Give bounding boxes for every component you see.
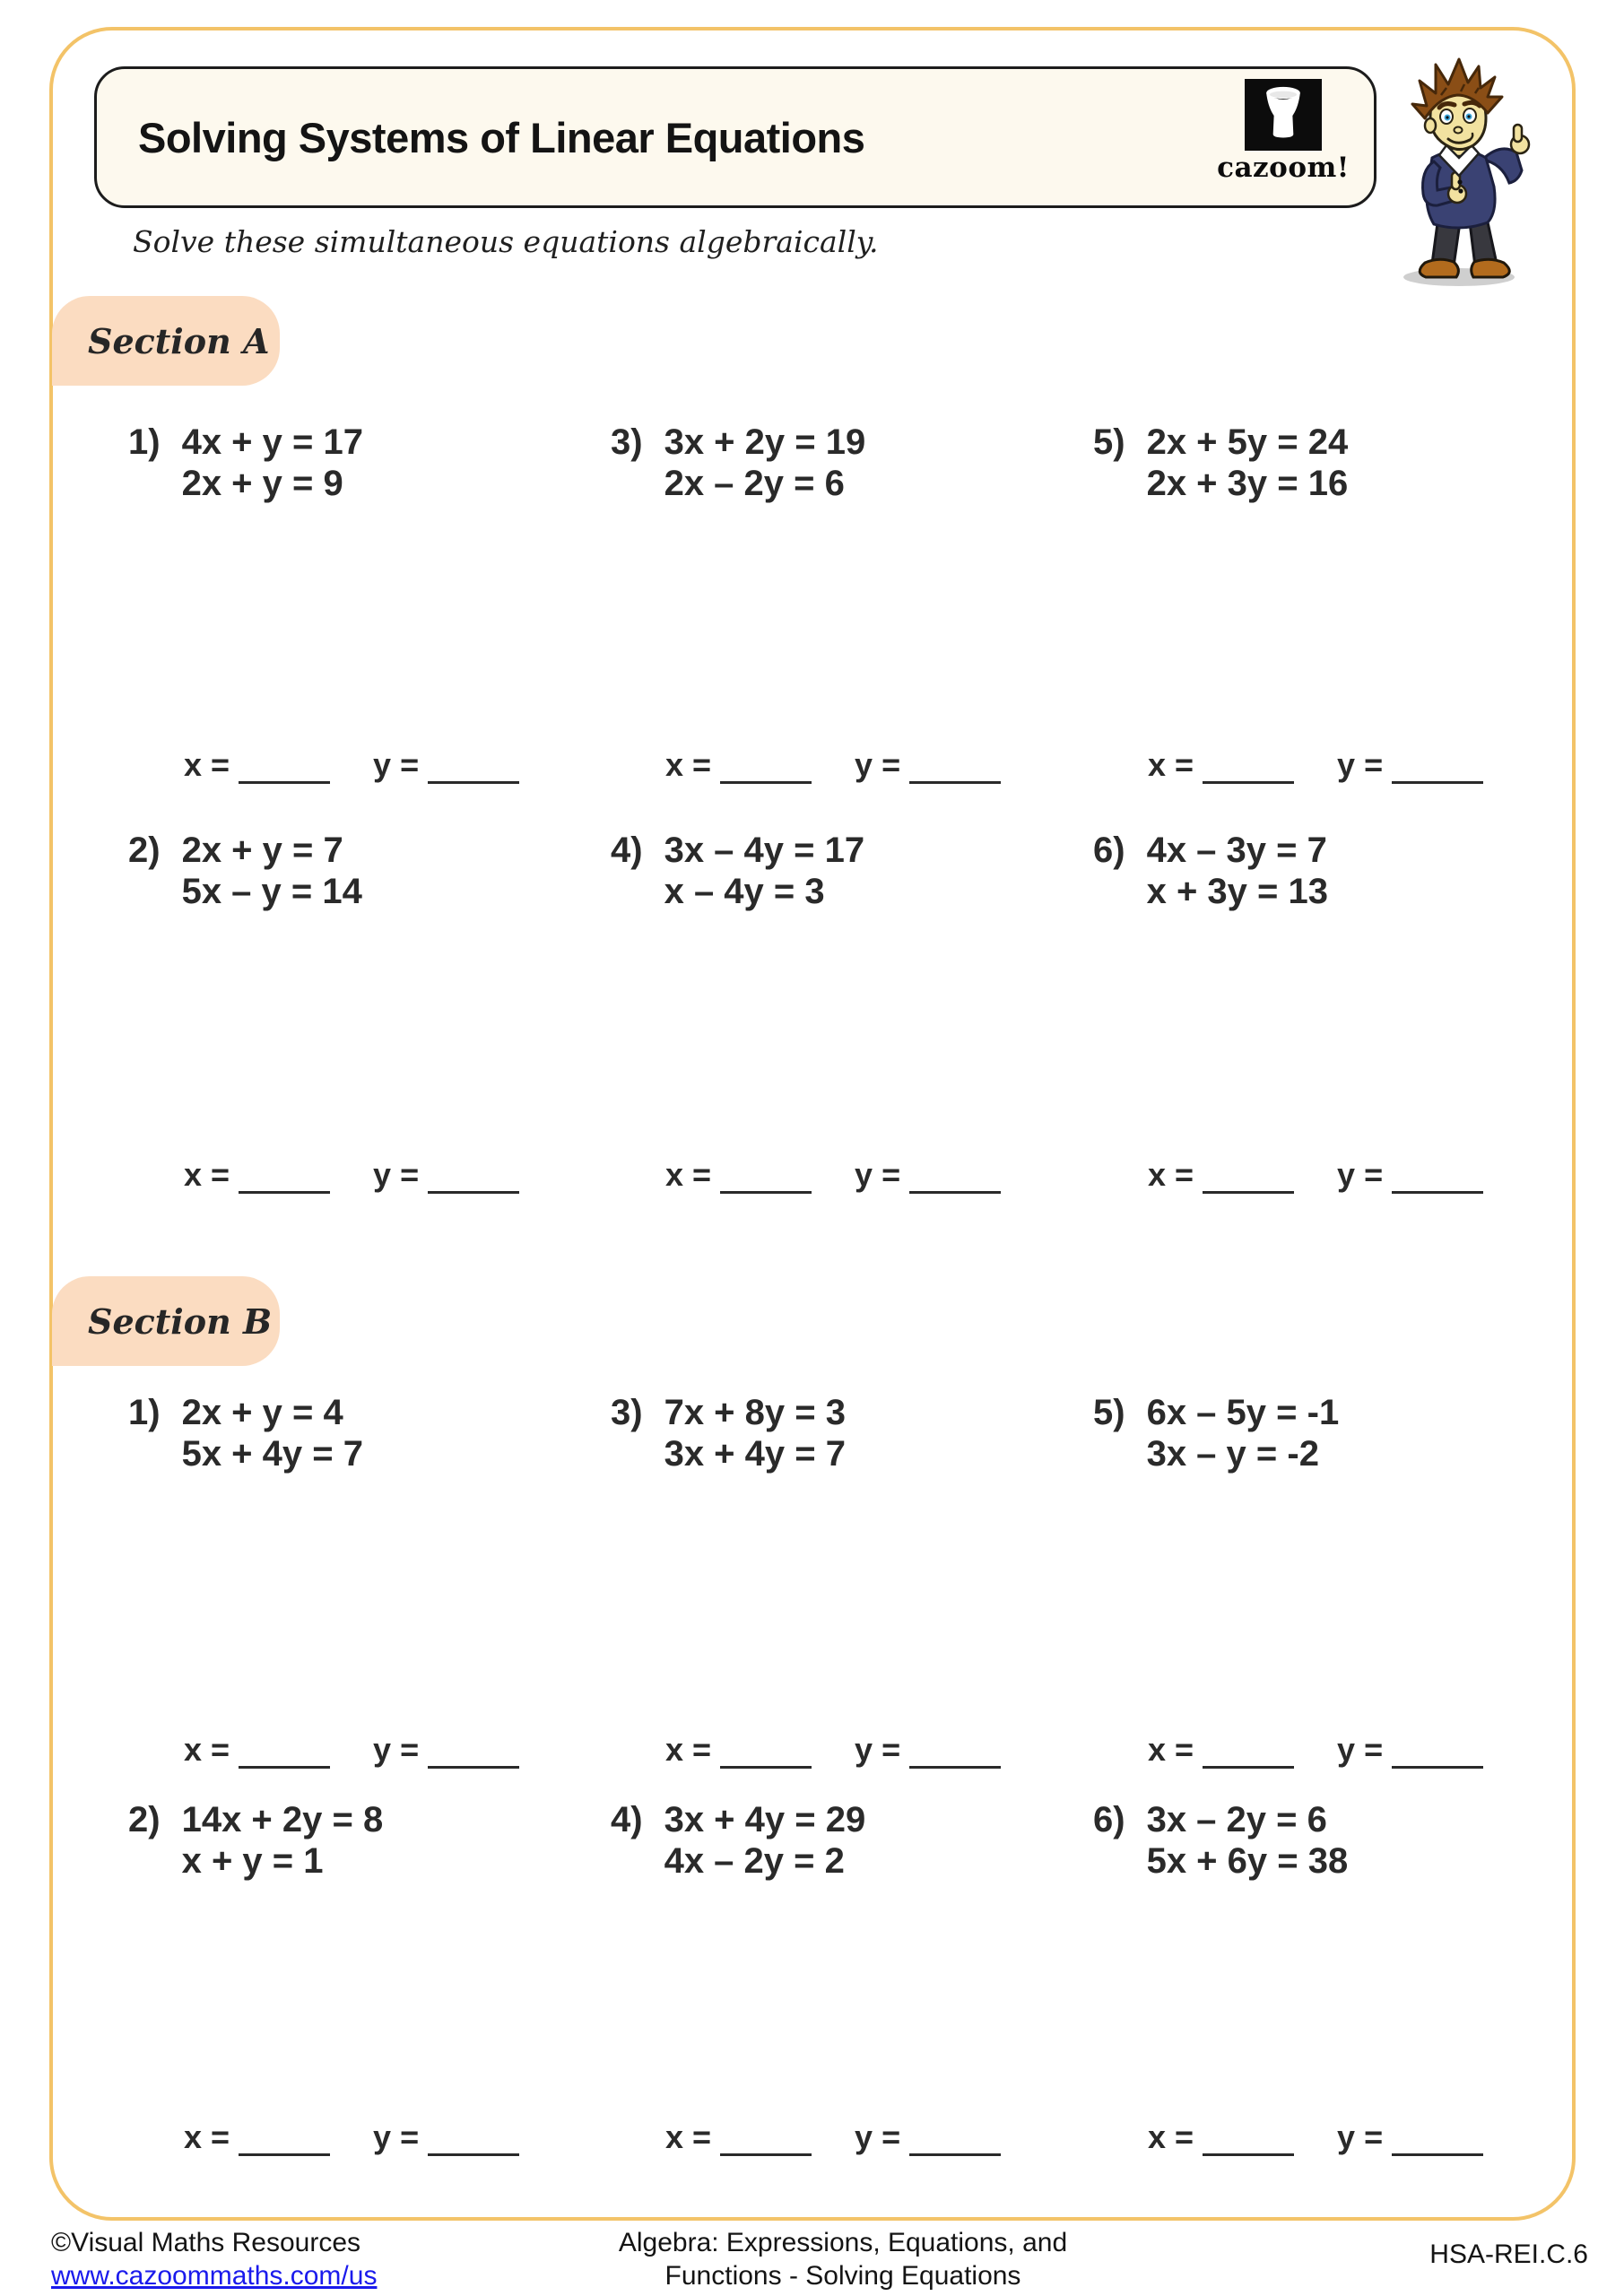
equations: 3x + 2y = 19 2x – 2y = 6: [664, 422, 866, 503]
category-line-2: Functions - Solving Equations: [664, 2261, 1021, 2291]
equations: 4x + y = 17 2x + y = 9: [181, 422, 363, 503]
problem-b3: [611, 1392, 846, 1474]
cazoom-logo-text: cazoom!: [1217, 152, 1350, 184]
footer-left: [51, 2226, 377, 2292]
x-equals-label: x =: [184, 2118, 230, 2155]
answer-blank-y: [428, 1165, 519, 1194]
answer-blank-y: [909, 1165, 1001, 1194]
answer-row: [665, 1731, 1001, 1769]
answer-row: [665, 746, 1001, 784]
x-equals-label: x =: [184, 1731, 230, 1768]
answer-blank-x: [239, 1165, 330, 1194]
problem-a4: [611, 830, 864, 912]
y-equals-label: y =: [855, 1156, 901, 1193]
problem-b1: [128, 1392, 363, 1474]
y-equals-label: y =: [855, 1731, 901, 1768]
x-equals-label: x =: [1148, 746, 1194, 783]
answer-blank-x: [239, 1740, 330, 1769]
y-equals-label: y =: [1337, 746, 1384, 783]
answer-blank-x: [1203, 1165, 1294, 1194]
problem-number: 1): [128, 1393, 161, 1432]
instruction-text: Solve these simultaneous equations algebraically.: [133, 224, 879, 259]
footer-category: [484, 2226, 1202, 2292]
problem-number: 4): [611, 831, 643, 870]
y-equals-label: y =: [373, 746, 420, 783]
equations: 7x + 8y = 3 3x + 4y = 7: [664, 1393, 846, 1474]
x-equals-label: x =: [665, 1731, 712, 1768]
problem-b6: [1093, 1799, 1348, 1882]
answer-row: [1148, 1156, 1483, 1194]
equations: 3x – 4y = 17 x – 4y = 3: [664, 831, 865, 911]
answer-row: [1148, 746, 1483, 784]
y-equals-label: y =: [1337, 1156, 1384, 1193]
problem-number: 3): [611, 422, 643, 462]
problem-number: 5): [1093, 1393, 1125, 1432]
problem-number: 6): [1093, 1800, 1125, 1839]
problem-b4: [611, 1799, 865, 1882]
x-equals-label: x =: [1148, 1156, 1194, 1193]
answer-blank-y: [428, 1740, 519, 1769]
problem-number: 6): [1093, 831, 1125, 870]
answer-blank-y: [1392, 755, 1483, 784]
answer-blank-x: [720, 1165, 812, 1194]
x-equals-label: x =: [184, 1156, 230, 1193]
mascot-boy-illustration: [1385, 50, 1542, 291]
y-equals-label: y =: [373, 2118, 420, 2155]
answer-blank-y: [1392, 1165, 1483, 1194]
answer-blank-x: [1203, 2127, 1294, 2156]
equations: 14x + 2y = 8 x + y = 1: [181, 1800, 384, 1881]
equations: 3x – 2y = 6 5x + 6y = 38: [1146, 1800, 1349, 1881]
y-equals-label: y =: [373, 1731, 420, 1768]
answer-row: [665, 1156, 1001, 1194]
problem-number: 1): [128, 422, 161, 462]
answer-blank-x: [239, 2127, 330, 2156]
answer-blank-y: [909, 1740, 1001, 1769]
x-equals-label: x =: [665, 1156, 712, 1193]
problem-a2: [128, 830, 362, 912]
answer-blank-x: [720, 755, 812, 784]
drum-icon: [1245, 79, 1322, 151]
answer-row: [184, 1731, 519, 1769]
problem-b5: [1093, 1392, 1339, 1474]
problem-a5: [1093, 422, 1348, 504]
equations: 4x – 3y = 7 x + 3y = 13: [1146, 831, 1328, 911]
website-link[interactable]: www.cazoommaths.com/us: [51, 2261, 378, 2291]
section-b-label: Section B: [52, 1276, 280, 1366]
problem-number: 5): [1093, 422, 1125, 462]
y-equals-label: y =: [855, 2118, 901, 2155]
problem-number: 4): [611, 1800, 643, 1839]
equations: 2x + y = 7 5x – y = 14: [181, 831, 362, 911]
problem-number: 3): [611, 1393, 643, 1432]
problem-b2: [128, 1799, 383, 1882]
answer-blank-x: [720, 2127, 812, 2156]
copyright-text: ©Visual Maths Resources: [51, 2228, 361, 2257]
equations: 2x + y = 4 5x + 4y = 7: [181, 1393, 363, 1474]
problem-number: 2): [128, 831, 161, 870]
x-equals-label: x =: [665, 746, 712, 783]
answer-row: [184, 2118, 519, 2156]
section-a-label: Section A: [52, 296, 280, 386]
problem-a1: [128, 422, 363, 504]
answer-row: [665, 2118, 1001, 2156]
answer-row: [1148, 2118, 1483, 2156]
y-equals-label: y =: [1337, 1731, 1384, 1768]
x-equals-label: x =: [1148, 2118, 1194, 2155]
answer-blank-x: [239, 755, 330, 784]
answer-blank-y: [428, 755, 519, 784]
equations: 2x + 5y = 24 2x + 3y = 16: [1146, 422, 1349, 503]
answer-blank-y: [909, 2127, 1001, 2156]
answer-blank-x: [1203, 755, 1294, 784]
standard-code: HSA-REI.C.6: [1429, 2239, 1588, 2269]
y-equals-label: y =: [1337, 2118, 1384, 2155]
answer-blank-y: [1392, 1740, 1483, 1769]
cazoom-logo: [1216, 79, 1350, 184]
title-box: [94, 66, 1376, 208]
answer-row: [184, 746, 519, 784]
x-equals-label: x =: [1148, 1731, 1194, 1768]
problem-number: 2): [128, 1800, 161, 1839]
y-equals-label: y =: [855, 746, 901, 783]
answer-blank-y: [1392, 2127, 1483, 2156]
category-line-1: Algebra: Expressions, Equations, and: [618, 2228, 1068, 2257]
y-equals-label: y =: [373, 1156, 420, 1193]
answer-blank-y: [909, 755, 1001, 784]
answer-row: [1148, 1731, 1483, 1769]
answer-blank-x: [1203, 1740, 1294, 1769]
page-title: Solving Systems of Linear Equations: [138, 113, 865, 161]
equations: 3x + 4y = 29 4x – 2y = 2: [664, 1800, 866, 1881]
problem-a3: [611, 422, 865, 504]
problem-a6: [1093, 830, 1328, 912]
answer-row: [184, 1156, 519, 1194]
x-equals-label: x =: [184, 746, 230, 783]
x-equals-label: x =: [665, 2118, 712, 2155]
equations: 6x – 5y = -1 3x – y = -2: [1146, 1393, 1340, 1474]
answer-blank-y: [428, 2127, 519, 2156]
answer-blank-x: [720, 1740, 812, 1769]
